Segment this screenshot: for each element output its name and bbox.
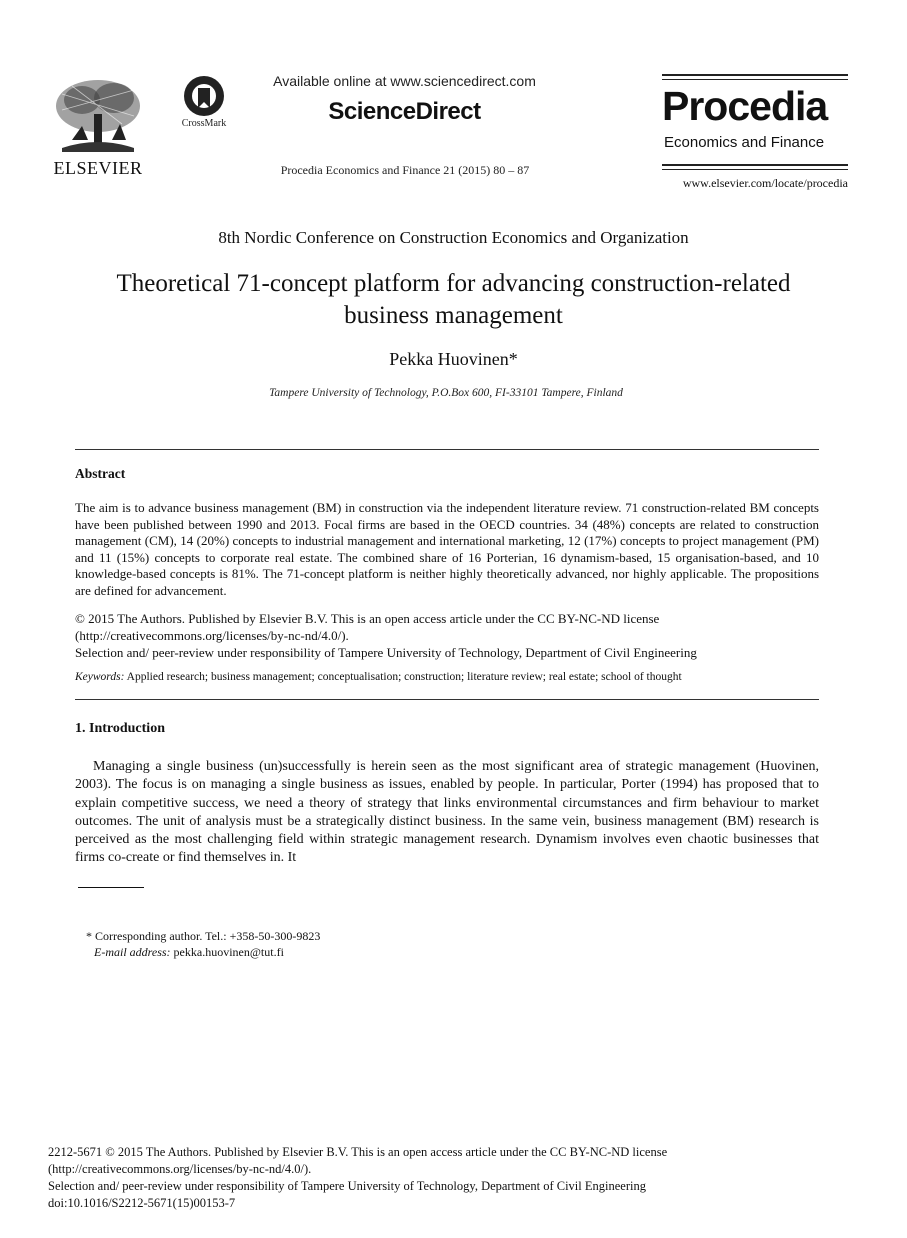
- footer-license-link[interactable]: (http://creativecommons.org/licenses/by-nc-nd/4.0/).: [48, 1162, 312, 1176]
- procedia-logo: [662, 74, 848, 194]
- available-online: Available online at www.sciencedirect.com: [273, 73, 536, 89]
- keywords-label: Keywords:: [75, 671, 125, 683]
- sciencedirect-logo: ScienceDirect: [328, 98, 481, 125]
- abstract-heading: Abstract: [75, 466, 126, 481]
- email-address[interactable]: pekka.huovinen@tut.fi: [173, 945, 284, 959]
- crossmark-label: CrossMark: [181, 118, 227, 129]
- abstract-bottom-divider: [75, 699, 819, 700]
- abstract-top-divider: [75, 449, 819, 450]
- peer-review-line: Selection and/ peer-review under responsibility of Tampere University of Technology, Department of Civil Engineering: [75, 645, 697, 660]
- corresponding-author: * Corresponding author. Tel.: +358-50-300-9823: [86, 929, 321, 943]
- email-line: [94, 945, 284, 960]
- keywords: [75, 671, 819, 683]
- elsevier-tree-icon: [52, 76, 144, 154]
- abstract-text: The aim is to advance business management (BM) in construction via the independent literature review. 71 construction-related BM concepts have been published between 1990 and 2013. Focal firms are based in the OECD countries. 34 (48%) concepts are related to construction management (CM), 14 (20%) concepts to industrial management and international marketing, 12 (17%) concepts to project management (PM) and 11 (15%) concepts to corporate real estate. The combined share of 16 Porterian, 16 dynamism-based, 15 organisation-based, and 10 knowledge-based concepts is 81%. The 71-concept platform is neither highly theoretically advanced, nor highly applicable. The propositions are defined for advancement.: [75, 500, 819, 598]
- title-line-2: business management: [344, 302, 563, 329]
- crossmark-icon: [182, 74, 226, 118]
- elsevier-logo: [50, 72, 146, 182]
- email-label: E-mail address:: [94, 945, 171, 959]
- procedia-subtitle: Economics and Finance: [664, 134, 825, 151]
- introduction-heading: 1. Introduction: [75, 721, 165, 736]
- procedia-bottom-rule: [662, 164, 848, 166]
- keywords-list: Applied research; business management; conceptualisation; construction; literature review; real estate; school of thought: [126, 671, 682, 683]
- procedia-top-rule: [662, 74, 848, 76]
- paper-title: [60, 268, 847, 332]
- conference-name: 8th Nordic Conference on Construction Economics and Organization: [218, 228, 689, 247]
- introduction-paragraph: Managing a single business (un)successfully is herein seen as the most significant area of strategic management (Huovinen, 2003). The focus is on managing a single business as issues, enabled by people. In particular, Porter (1994) has proposed that to explain competitive success, we need a theory of strategy that links environmental circumstances and firm behaviour to market outcomes. The unit of analysis must be a strategically distinct business. In the same vein, business management (BM) research is perceived as the most challenging field within strategic management research. Dynamism involves even chaotic businesses that firms co-create or find themselves in. It: [75, 759, 819, 866]
- journal-reference: Procedia Economics and Finance 21 (2015) 80 – 87: [280, 163, 530, 177]
- author-affiliation: Tampere University of Technology, P.O.Box 600, FI-33101 Tampere, Finland: [269, 387, 623, 399]
- procedia-bottom-rule-thin: [662, 169, 848, 170]
- elsevier-wordmark: ELSEVIER: [53, 158, 143, 178]
- footer-peer-review: Selection and/ peer-review under responsibility of Tampere University of Technology, Department of Civil Engineering: [48, 1179, 646, 1193]
- author-name: Pekka Huovinen*: [389, 349, 518, 369]
- procedia-url[interactable]: www.elsevier.com/locate/procedia: [682, 176, 848, 190]
- introduction-text: [75, 758, 819, 868]
- footer-doi[interactable]: doi:10.1016/S2212-5671(15)00153-7: [48, 1196, 236, 1210]
- footer-issn: 2212-5671 © 2015 The Authors. Published by Elsevier B.V. This is an open access article under the CC BY-NC-ND license: [48, 1145, 668, 1159]
- crossmark-badge[interactable]: [176, 74, 232, 134]
- footnote-divider: [78, 887, 144, 888]
- procedia-brand: Procedia: [662, 83, 828, 129]
- copyright-line: © 2015 The Authors. Published by Elsevier B.V. This is an open access article under the CC BY-NC-ND license: [75, 611, 660, 626]
- license-link[interactable]: (http://creativecommons.org/licenses/by-nc-nd/4.0/).: [75, 628, 349, 643]
- procedia-top-rule-thin: [662, 79, 848, 80]
- title-line-1: Theoretical 71-concept platform for advancing construction-related: [116, 270, 791, 297]
